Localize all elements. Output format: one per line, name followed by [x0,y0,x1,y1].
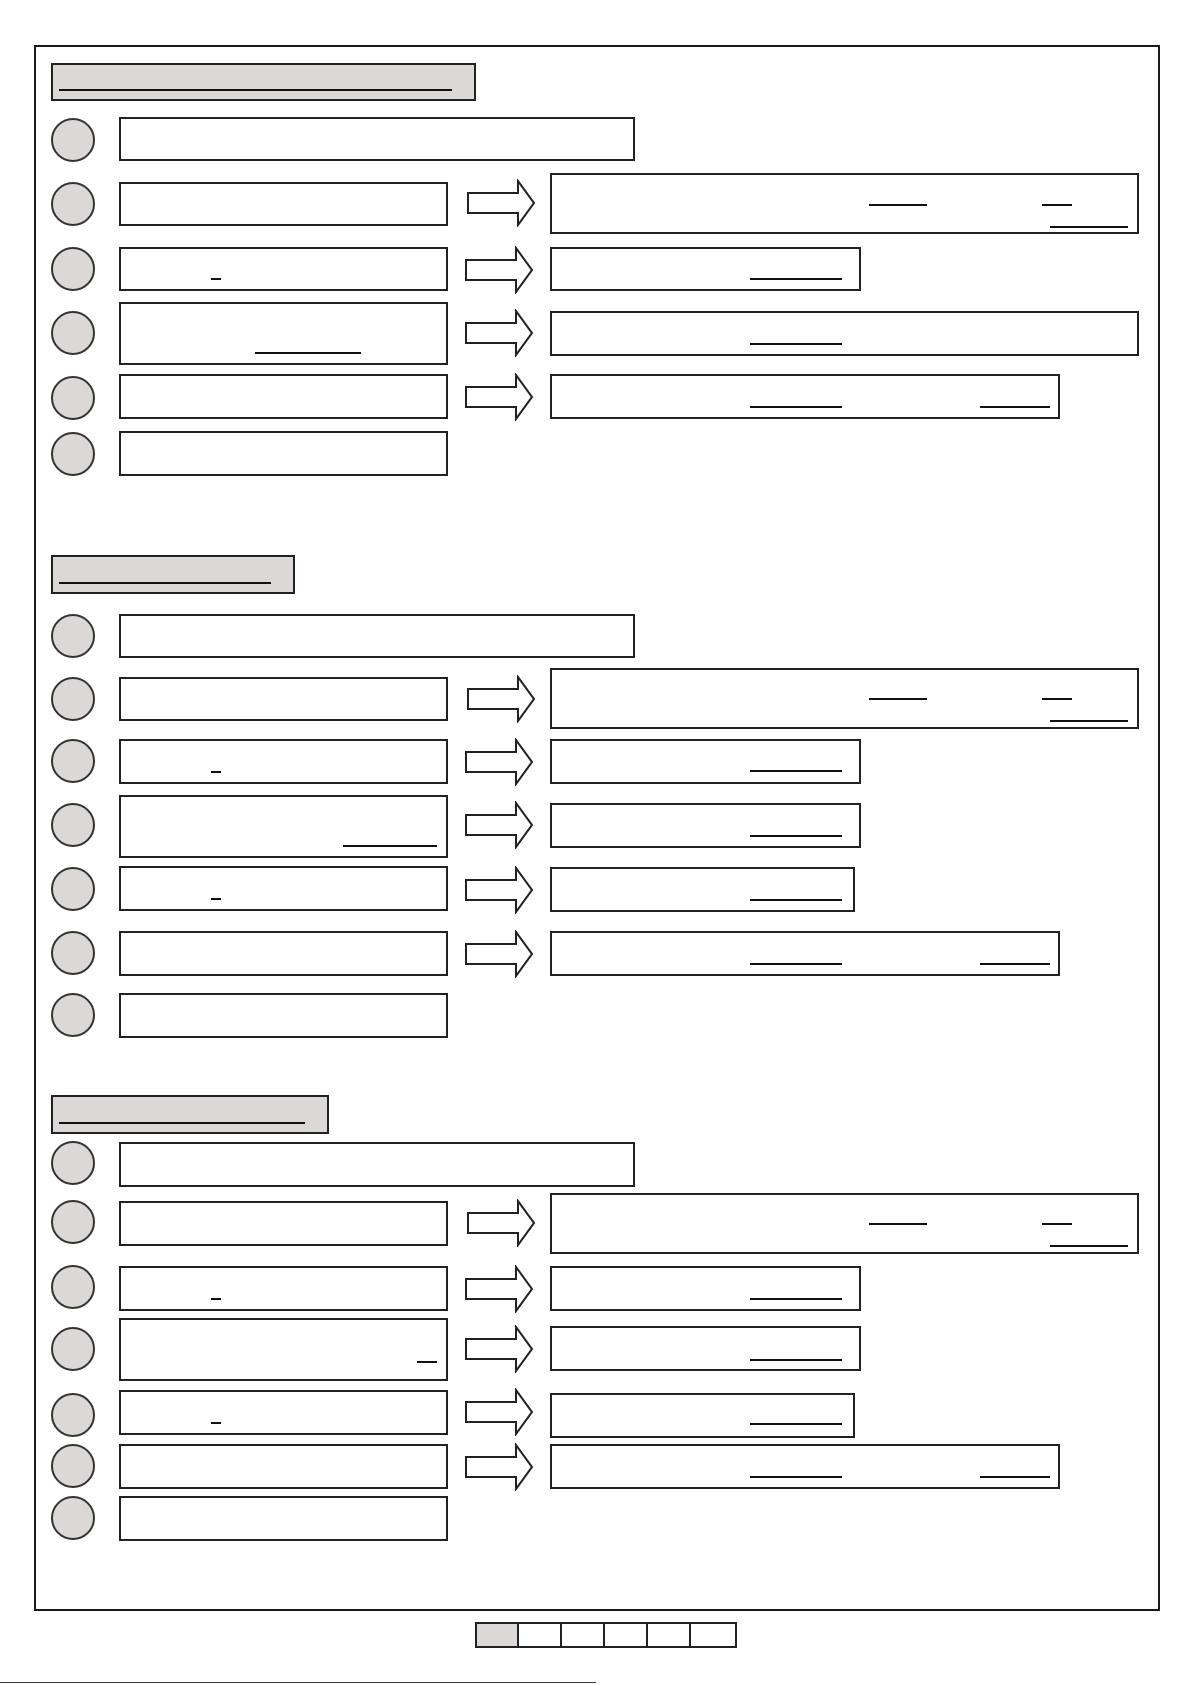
blank-line [750,406,842,408]
bullet-2-3 [51,739,95,783]
field-1-2[interactable] [119,182,448,226]
blank-line [750,1476,842,1478]
blank-line [750,343,842,345]
bullet-3-3 [51,1265,95,1309]
section-1-header [51,63,476,101]
bottom-rule [0,1682,596,1683]
blank-line [750,963,842,965]
bullet-2-7 [51,993,95,1037]
bullet-3-5 [51,1393,95,1437]
field-3-6[interactable] [119,1444,448,1489]
blank-line [869,698,927,700]
result-3-3[interactable] [550,1266,861,1311]
bullet-3-2 [51,1200,95,1244]
footer-cell [603,1622,648,1648]
field-2-4[interactable] [119,795,448,858]
arrow-right-icon [464,866,534,914]
result-3-6[interactable] [550,1444,1060,1489]
bullet-1-2 [51,182,95,226]
result-2-5[interactable] [550,867,855,912]
bullet-1-5 [51,376,95,420]
arrow-right-icon [466,1199,536,1247]
bullet-2-5 [51,867,95,911]
field-2-6[interactable] [119,931,448,976]
field-3-2[interactable] [119,1201,448,1246]
arrow-right-icon [466,675,536,723]
bullet-2-6 [51,931,95,975]
field-3-5[interactable] [119,1390,448,1435]
blank-line [417,1361,437,1363]
blank-line [750,899,842,901]
blank-line [1050,720,1128,722]
blank-line [980,1476,1050,1478]
section-2-header-underline [59,582,271,584]
arrow-right-icon [464,738,534,786]
field-1-5[interactable] [119,374,448,419]
blank-line [750,1423,842,1425]
field-2-1[interactable] [119,614,635,658]
field-1-1[interactable] [119,117,635,161]
bullet-2-2 [51,677,95,721]
blank-line [211,1298,221,1300]
bullet-1-3 [51,247,95,291]
footer-cell [517,1622,562,1648]
blank-line [211,898,221,900]
field-3-7[interactable] [119,1496,448,1541]
blank-line [980,406,1050,408]
blank-line [1042,698,1072,700]
blank-line [343,845,437,847]
field-3-1[interactable] [119,1142,635,1187]
blank-line [750,278,842,280]
footer-cell [689,1622,737,1648]
result-3-5[interactable] [550,1393,855,1438]
arrow-right-icon [464,930,534,978]
field-1-6[interactable] [119,431,448,476]
result-1-4[interactable] [550,311,1139,356]
blank-line [1050,1245,1128,1247]
arrow-right-icon [466,179,536,227]
section-1-header-underline [59,89,452,91]
arrow-right-icon [464,1325,534,1373]
bullet-3-7 [51,1496,95,1540]
field-3-3[interactable] [119,1266,448,1311]
result-2-2[interactable] [550,668,1139,729]
field-2-2[interactable] [119,677,448,721]
result-2-4[interactable] [550,803,861,848]
blank-line [255,352,361,354]
bullet-3-1 [51,1141,95,1185]
result-2-3[interactable] [550,739,861,784]
footer-cell [475,1622,519,1648]
field-1-3[interactable] [119,247,448,291]
bullet-3-6 [51,1444,95,1488]
field-2-3[interactable] [119,739,448,784]
blank-line [750,1298,842,1300]
blank-line [869,204,927,206]
result-3-4[interactable] [550,1326,861,1371]
bullet-1-6 [51,432,95,476]
field-3-4[interactable] [119,1318,448,1381]
result-1-5[interactable] [550,374,1060,419]
blank-line [211,771,221,773]
footer-cell [560,1622,605,1648]
blank-line [1050,226,1128,228]
blank-line [1042,1223,1072,1225]
field-2-5[interactable] [119,866,448,911]
arrow-right-icon [464,373,534,421]
result-2-6[interactable] [550,931,1060,976]
arrow-right-icon [464,246,534,294]
footer-cell [646,1622,691,1648]
bullet-1-4 [51,311,95,355]
blank-line [750,1359,842,1361]
bullet-2-4 [51,803,95,847]
section-3-header [51,1095,329,1134]
bullet-1-1 [51,118,95,162]
field-1-4[interactable] [119,302,448,365]
result-1-2[interactable] [550,173,1139,234]
arrow-right-icon [464,1388,534,1436]
blank-line [1042,204,1072,206]
blank-line [869,1223,927,1225]
blank-line [211,278,221,280]
result-1-3[interactable] [550,247,861,291]
result-3-2[interactable] [550,1193,1139,1254]
arrow-right-icon [464,1265,534,1313]
field-2-7[interactable] [119,993,448,1038]
blank-line [211,1422,221,1424]
bullet-3-4 [51,1327,95,1371]
arrow-right-icon [464,1443,534,1491]
blank-line [750,770,842,772]
blank-line [980,963,1050,965]
blank-line [750,835,842,837]
section-3-header-underline [59,1122,305,1124]
arrow-right-icon [464,309,534,357]
arrow-right-icon [464,801,534,849]
bullet-2-1 [51,614,95,658]
section-2-header [51,555,295,594]
